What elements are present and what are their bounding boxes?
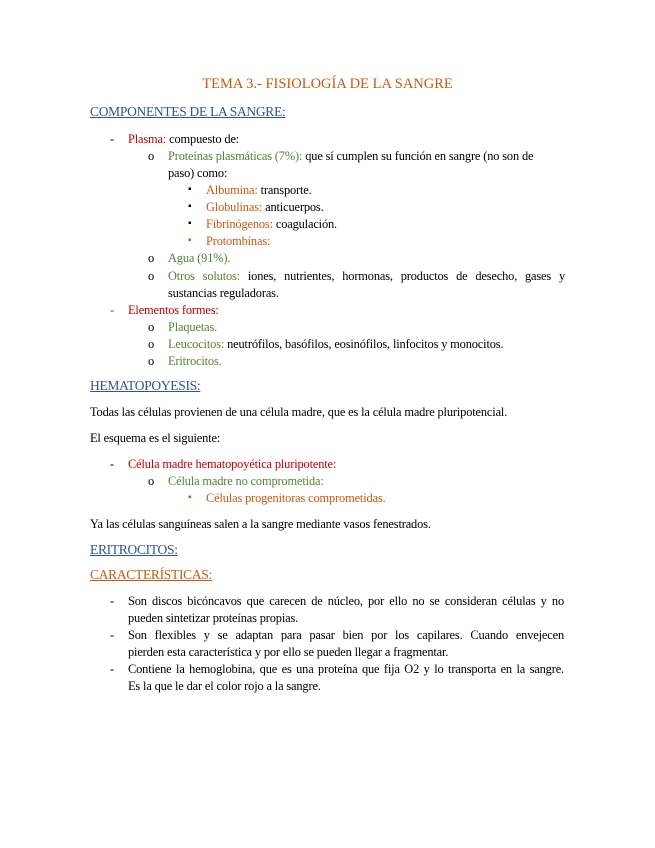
square-bullet: ▪ <box>188 492 192 503</box>
bullet-2-line-1: Son flexibles y se adaptan para pasar bien por los capilares. Cuando envejecen <box>128 628 564 642</box>
item-leucocitos <box>168 336 503 352</box>
dash-bullet: - <box>110 628 114 642</box>
circle-bullet: o <box>148 251 155 265</box>
hematopoyesis-paragraph-1: Todas las células provienen de una célula madre, que es la célula madre pluripotencial. <box>90 405 508 419</box>
item-proteinas <box>168 148 565 164</box>
item-agua: Agua (91%). <box>168 251 231 265</box>
circle-bullet: o <box>148 474 155 488</box>
item-celulas-progenitoras: Células progenitoras comprometidas. <box>206 491 386 505</box>
leucocitos-text: neutrófilos, basófilos, eosinófilos, linfocitos y monocitos. <box>224 337 504 351</box>
item-plasma <box>128 131 239 147</box>
circle-bullet: o <box>148 269 155 283</box>
leucocitos-label: Leucocitos: <box>168 337 225 351</box>
hematopoyesis-paragraph-2: El esquema es el siguiente: <box>90 431 221 445</box>
heading-componentes: COMPONENTES DE LA SANGRE: <box>90 104 286 119</box>
globulinas-text: anticuerpos. <box>262 200 324 214</box>
item-elementos-formes: Elementos formes: <box>128 303 219 317</box>
proteinas-text-cont: paso) como: <box>168 166 228 180</box>
square-bullet: ▪ <box>188 201 192 212</box>
item-eritrocitos: Eritrocitos. <box>168 354 222 368</box>
otros-text-cont: sustancias reguladoras. <box>168 286 279 300</box>
page-title: TEMA 3.- FISIOLOGÍA DE LA SANGRE <box>202 76 453 92</box>
albumina-label: Albumina: <box>206 183 258 197</box>
square-bullet: ▪ <box>188 235 192 246</box>
item-otros <box>168 268 565 284</box>
fibrinogenos-text: coagulación. <box>272 217 337 231</box>
item-globulinas <box>206 199 324 215</box>
heading-hematopoyesis: HEMATOPOYESIS: <box>90 378 201 393</box>
circle-bullet: o <box>148 149 155 163</box>
circle-bullet: o <box>148 354 155 368</box>
item-plaquetas: Plaquetas. <box>168 320 218 334</box>
heading-eritrocitos: ERITROCITOS: <box>90 542 178 557</box>
dash-bullet: - <box>110 457 114 471</box>
circle-bullet: o <box>148 337 155 351</box>
plasma-label: Plasma: <box>128 132 167 146</box>
square-bullet: ▪ <box>188 218 192 229</box>
bullet-2-line-2: pierden esta característica y por ello se pueden llegar a fragmentar. <box>128 645 449 659</box>
dash-bullet: - <box>110 132 114 146</box>
bullet-1-line-1: Son discos bicóncavos que carecen de núcleo, por ello no se consideran células y no <box>128 594 564 608</box>
bullet-1-line-2: pueden sintetizar proteínas propias. <box>128 611 299 625</box>
protombinas-label: Protombinas: <box>206 234 271 248</box>
fibrinogenos-label: Fibrinógenos: <box>206 217 273 231</box>
item-celula-madre-pluripotente: Célula madre hematopoyética pluripotente: <box>128 457 337 471</box>
square-bullet: ▪ <box>188 184 192 195</box>
dash-bullet: - <box>110 594 114 608</box>
bullet-3-line-1: Contiene la hemoglobina, que es una proteína que fija O2 y lo transporta en la sangre. <box>128 662 564 676</box>
circle-bullet: o <box>148 320 155 334</box>
item-celula-madre-no-comprometida: Célula madre no comprometida: <box>168 474 324 488</box>
albumina-text: transporte. <box>257 183 312 197</box>
plasma-text: compuesto de: <box>166 132 240 146</box>
otros-text: iones, nutrientes, hormonas, productos de desecho, gases y <box>240 269 565 283</box>
proteinas-label: Proteínas plasmáticas (7%): <box>168 149 303 163</box>
otros-label: Otros solutos: <box>168 269 240 283</box>
item-fibrinogenos <box>206 216 337 232</box>
hematopoyesis-paragraph-3: Ya las células sanguíneas salen a la sangre mediante vasos fenestrados. <box>90 517 431 531</box>
dash-bullet: - <box>110 303 114 317</box>
globulinas-label: Globulinas: <box>206 200 263 214</box>
item-protombinas <box>206 233 270 249</box>
bullet-3-line-2: Es la que le dar el color rojo a la sangre. <box>128 679 321 693</box>
heading-caracteristicas: CARACTERÍSTICAS: <box>90 567 212 582</box>
proteinas-text: que sí cumplen su función en sangre (no son de <box>302 149 534 163</box>
item-albumina <box>206 182 312 198</box>
dash-bullet: - <box>110 662 114 676</box>
